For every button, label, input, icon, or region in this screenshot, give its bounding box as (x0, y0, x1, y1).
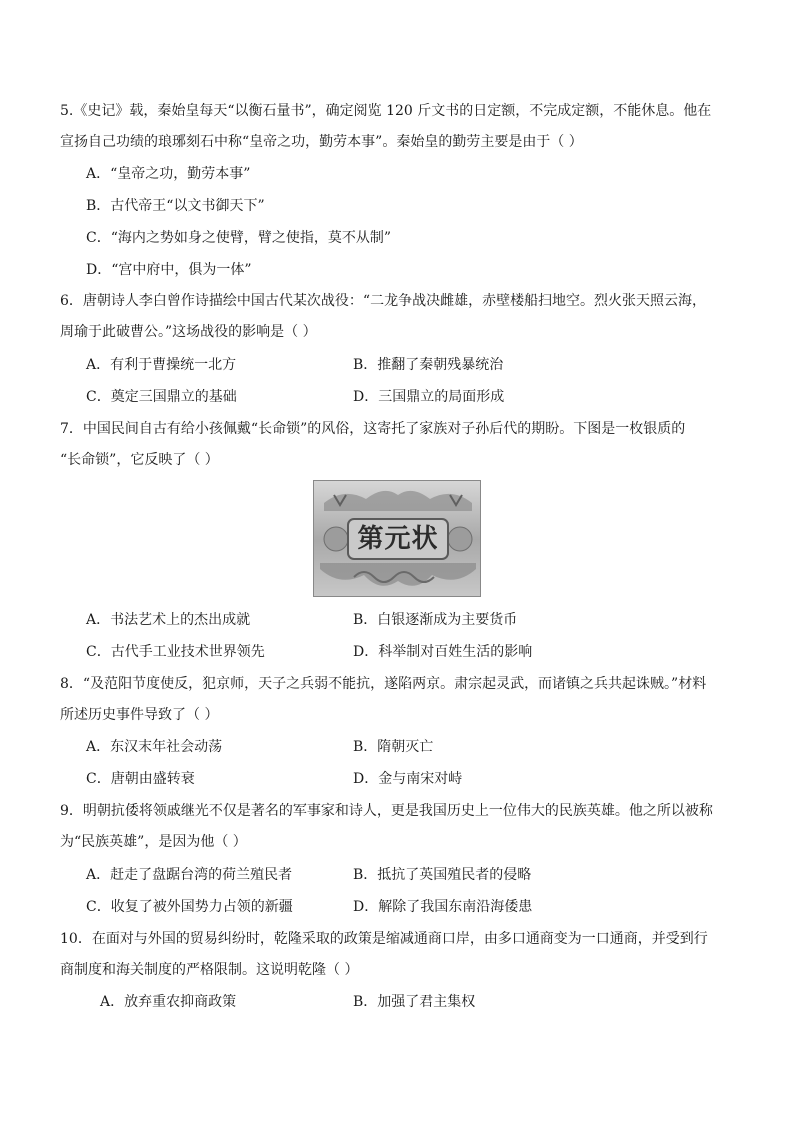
question-10-stem-line-1: 10．在面对与外国的贸易纠纷时，乾隆采取的政策是缩减通商口岸，由多口通商变为一口通商，并受到行 (60, 931, 708, 947)
question-7-option-d: D．科举制对百姓生活的影响 (353, 644, 533, 660)
question-7-option-a: A．书法艺术上的杰出成就 (86, 612, 251, 628)
question-6-stem-line-2: 周瑜于此破曹公。”这场战役的影响是（ ） (60, 324, 317, 340)
question-6-option-c: C．奠定三国鼎立的基础 (86, 389, 237, 405)
question-5-stem-line-1: 5.《史记》载，秦始皇每天“以衡石量书”，确定阅览 120 斤文书的日定额，不完成定额，不能休息。他在 (60, 103, 712, 119)
question-7-option-b: B．白银逐渐成为主要货币 (353, 612, 518, 628)
question-8-stem-line-1: 8．“及范阳节度使反，犯京师，天子之兵弱不能抗，遂陷两京。肃宗起灵武，而诸镇之兵共起诛贼。”材料 (60, 676, 707, 692)
question-9-option-d: D．解除了我国东南沿海倭患 (353, 899, 533, 915)
question-9-option-c: C．收复了被外国势力占领的新疆 (86, 899, 293, 915)
question-5-stem-line-2: 宣扬自己功绩的琅琊刻石中称“皇帝之功，勤劳本事”。秦始皇的勤劳主要是由于（ ） (60, 134, 583, 150)
question-10-stem-line-2: 商制度和海关制度的严格限制。这说明乾隆（ ） (60, 962, 359, 978)
question-9-option-a: A．赶走了盘踞台湾的荷兰殖民者 (86, 867, 293, 883)
question-7-stem-line-1: 7．中国民间自古有给小孩佩戴“长命锁”的风俗，这寄托了家族对子孙后代的期盼。下图是一枚银质的 (60, 421, 686, 437)
lock-inscription: 第元状 (357, 524, 439, 554)
question-5-option-a: A．“皇帝之功，勤劳本事” (86, 166, 251, 182)
question-10-option-b: B．加强了君主集权 (353, 994, 476, 1010)
question-9-stem-line-2: 为“民族英雄”，是因为他（ ） (60, 834, 247, 850)
question-7-stem-line-2: “长命锁”，它反映了（ ） (60, 452, 219, 468)
question-8-option-d: D．金与南宋对峙 (353, 771, 463, 787)
question-5-option-d: D．“宫中府中，俱为一体” (86, 262, 252, 278)
question-6-option-a: A．有利于曹操统一北方 (86, 357, 237, 373)
question-8-option-c: C．唐朝由盛转衰 (86, 771, 195, 787)
question-10-option-a: A．放弃重农抑商政策 (100, 994, 237, 1010)
question-6-stem-line-1: 6．唐朝诗人李白曾作诗描绘中国古代某次战役：“二龙争战决雌雄，赤壁楼船扫地空。烈火张天照云海， (60, 293, 707, 309)
silver-longevity-lock-image (313, 480, 481, 597)
question-6-option-d: D．三国鼎立的局面形成 (353, 389, 505, 405)
question-8-stem-line-2: 所述历史事件导致了（ ） (60, 707, 219, 723)
question-5-option-c: C．“海内之势如身之使臂，臂之使指，莫不从制” (86, 230, 392, 246)
question-8-option-b: B．隋朝灭亡 (353, 739, 434, 755)
question-9-option-b: B．抵抗了英国殖民者的侵略 (353, 867, 532, 883)
question-7-option-c: C．古代手工业技术世界领先 (86, 644, 265, 660)
question-9-stem-line-1: 9．明朝抗倭将领戚继光不仅是著名的军事家和诗人，更是我国历史上一位伟大的民族英雄。他之所以被称 (60, 803, 713, 819)
question-8-option-a: A．东汉末年社会动荡 (86, 739, 223, 755)
question-6-option-b: B．推翻了秦朝残暴统治 (353, 357, 504, 373)
question-5-option-b: B．古代帝王“以文书御天下” (86, 198, 265, 214)
